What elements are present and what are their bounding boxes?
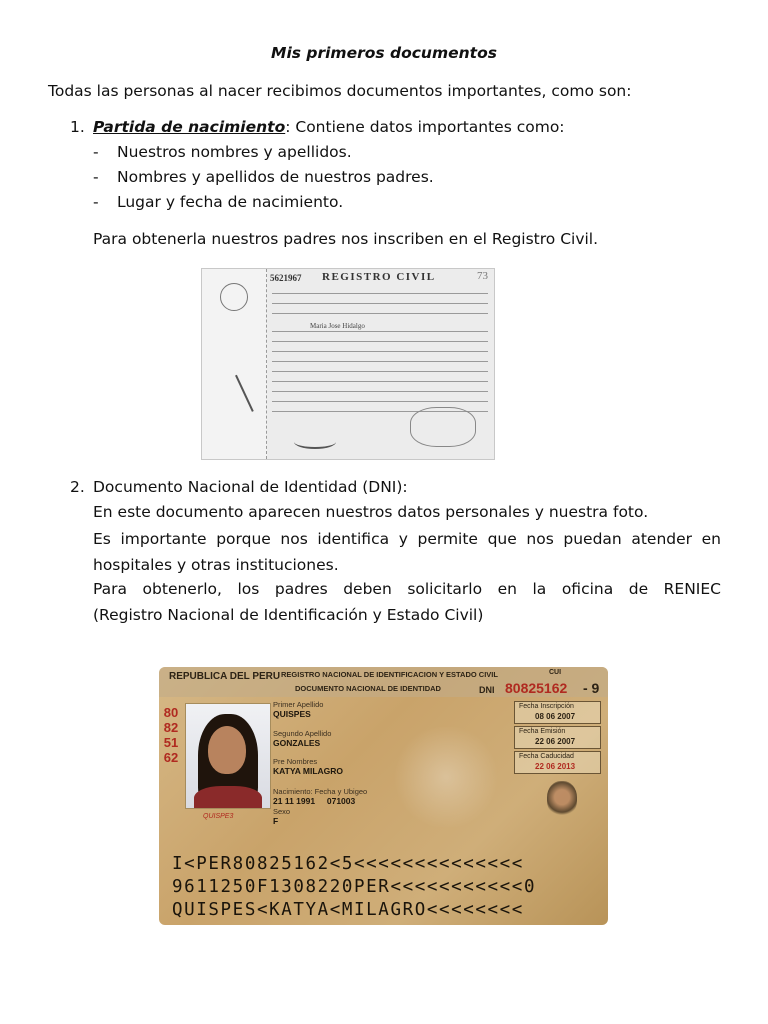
list-item: - Nuestros nombres y apellidos. (93, 143, 352, 161)
field-value: 21 11 1991 071003 (273, 796, 356, 806)
field-value: GONZALES (273, 738, 321, 748)
ghost-photo (547, 781, 577, 817)
dni-card-image (159, 667, 608, 925)
item1-number: 1. (70, 118, 85, 136)
date-box: Fecha Emisión 22 06 2007 (514, 726, 601, 749)
date-box: Fecha Caducidad 22 06 2013 (514, 751, 601, 774)
item1-heading-text: : Contiene datos importantes como: (285, 118, 565, 136)
certificate-header: REGISTRO CIVIL (322, 271, 436, 283)
mrz-line: 9611250F1308220PER<<<<<<<<<<<0 (172, 877, 537, 897)
field-label: Nacimiento: Fecha y Ubigeo (273, 787, 368, 796)
dni-cui-label: CUI (549, 669, 562, 676)
seal-icon (220, 283, 248, 311)
certificate-name: Maria Jose Hidalgo (310, 322, 365, 330)
item1-note: Para obtenerla nuestros padres nos inscriben en el Registro Civil. (93, 230, 599, 248)
hologram-watermark (391, 727, 501, 827)
dni-registry: REGISTRO NACIONAL DE IDENTIFICACION Y ESTADO CIVIL (281, 670, 498, 679)
item1-term: Partida de nacimiento (93, 118, 286, 136)
dni-check-digit: - 9 (583, 680, 600, 696)
field-label: Primer Apellido (273, 700, 324, 709)
certificate-serial: 5621967 (270, 273, 302, 283)
item2-paragraph-2: Para obtenerlo, los padres deben solicitarlo en la oficina de RENIEC (Registro Nacional de Identificación y Estado Civil) (93, 580, 721, 624)
dni-republic: REPUBLICA DEL PERU (169, 671, 281, 682)
field-label: Sexo (273, 807, 291, 816)
dni-vertical-number: 80825162 (163, 705, 179, 765)
id-photo (185, 703, 271, 809)
dni-document-type: DOCUMENTO NACIONAL DE IDENTIDAD (295, 684, 441, 693)
field-label: Pre Nombres (273, 757, 318, 766)
field-value: QUISPES (273, 709, 311, 719)
page-title: Mis primeros documentos (271, 44, 497, 62)
dni-label: DNI (479, 685, 495, 695)
item1-heading (93, 118, 565, 136)
field-value: F (273, 816, 279, 826)
signature-mark (294, 435, 336, 449)
certificate-corner-number: 73 (477, 270, 488, 282)
item2-number: 2. (70, 478, 85, 496)
dni-number: 80825162 (505, 680, 568, 696)
date-box: Fecha Inscripción 08 06 2007 (514, 701, 601, 724)
dni-signature: QUISPE3 (203, 813, 234, 820)
list-item: - Lugar y fecha de nacimiento. (93, 193, 344, 211)
item2-line1: En este documento aparecen nuestros datos personales y nuestra foto. (93, 503, 649, 521)
field-value: KATYA MILAGRO (273, 766, 344, 776)
mrz-line: I<PER80825162<5<<<<<<<<<<<<<< (172, 854, 524, 874)
birth-certificate-image (201, 268, 495, 460)
field-label: Segundo Apellido (273, 729, 332, 738)
intro-text: Todas las personas al nacer recibimos documentos importantes, como son: (48, 82, 632, 100)
stamp-icon (410, 407, 476, 447)
item2-paragraph-1: Es importante porque nos identifica y permite que nos puedan atender en hospitales y otras instituciones. (93, 530, 721, 574)
mrz-line: QUISPES<KATYA<MILAGRO<<<<<<<< (172, 900, 524, 920)
list-item: - Nombres y apellidos de nuestros padres. (93, 168, 434, 186)
item2-heading: Documento Nacional de Identidad (DNI): (93, 478, 408, 496)
